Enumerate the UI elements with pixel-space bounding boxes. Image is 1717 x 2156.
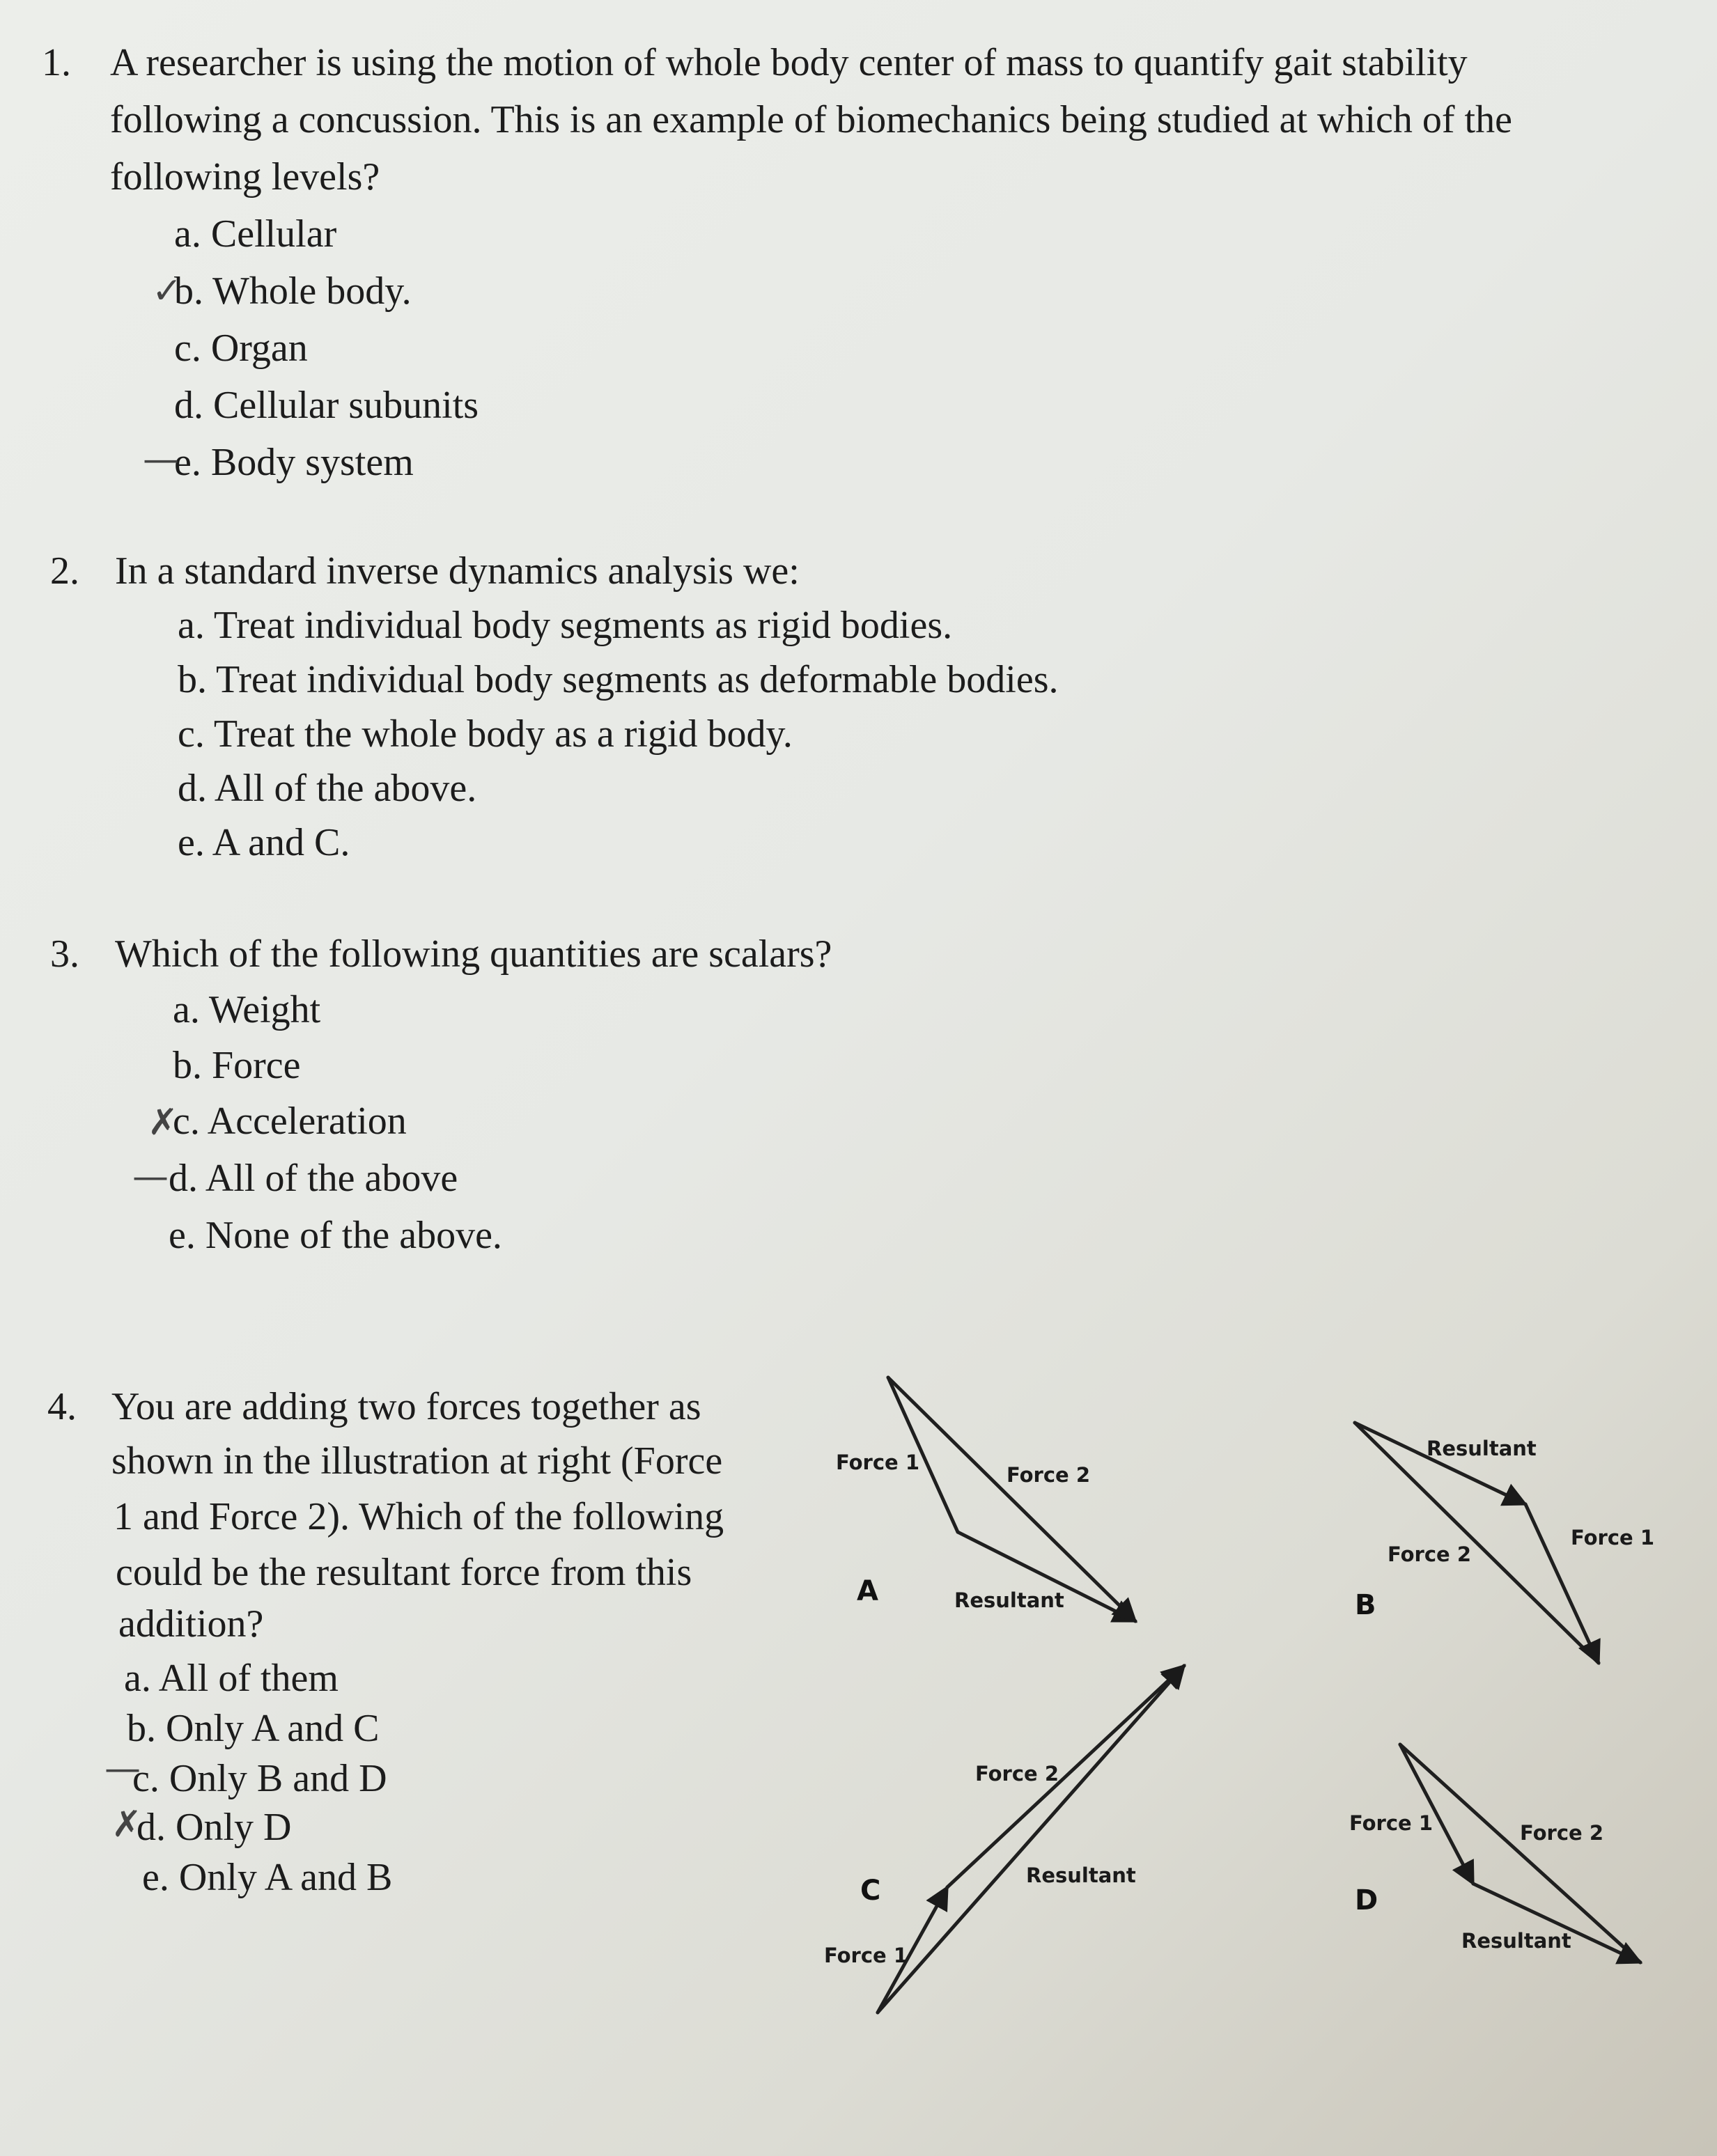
handwritten-tick-mark: ✓ bbox=[152, 270, 182, 312]
option-b[interactable]: b. Only A and C bbox=[127, 1707, 380, 1750]
diagram-d-resultant-label: Resultant bbox=[1461, 1929, 1571, 1953]
diagram-a-force1-label: Force 1 bbox=[836, 1451, 919, 1474]
question-stem: In a standard inverse dynamics analysis we: bbox=[115, 549, 800, 593]
question-stem: Which of the following quantities are scalars? bbox=[115, 932, 832, 976]
option-e[interactable]: e. Only A and B bbox=[142, 1856, 393, 1899]
diagram-b-resultant-label: Resultant bbox=[1427, 1437, 1537, 1460]
handwritten-dash-mark: — bbox=[143, 439, 179, 481]
diagram-a-resultant-label: Resultant bbox=[954, 1588, 1064, 1612]
option-c[interactable]: c. Only B and D bbox=[132, 1757, 387, 1800]
question-number: 2. bbox=[50, 549, 79, 593]
diagram-d-force1-label: Force 1 bbox=[1349, 1811, 1433, 1835]
option-b[interactable]: b. Whole body. bbox=[174, 270, 412, 313]
option-c[interactable]: c. Treat the whole body as a rigid body. bbox=[178, 712, 793, 756]
diagram-d-letter: D bbox=[1355, 1884, 1378, 1916]
stem-line: 1 and Force 2). Which of the following bbox=[114, 1495, 724, 1538]
option-d[interactable]: d. All of the above. bbox=[178, 767, 477, 810]
handwritten-cross-mark: ✗ bbox=[148, 1102, 178, 1143]
option-a[interactable]: a. All of them bbox=[124, 1657, 339, 1700]
diagram-b-force2-label: Force 2 bbox=[1388, 1542, 1471, 1566]
option-c[interactable]: c. Acceleration bbox=[173, 1100, 407, 1143]
option-e[interactable]: e. A and C. bbox=[178, 821, 350, 864]
option-e[interactable]: e. Body system bbox=[174, 441, 414, 484]
handwritten-dash-mark: — bbox=[104, 1748, 141, 1790]
diagram-c-letter: C bbox=[860, 1875, 881, 1907]
diagram-b-resultant-vector bbox=[1355, 1423, 1525, 1504]
option-e[interactable]: e. None of the above. bbox=[169, 1214, 502, 1257]
question-number: 4. bbox=[47, 1385, 77, 1428]
diagram-d-force2-label: Force 2 bbox=[1520, 1821, 1603, 1845]
diagram-a-force2-label: Force 2 bbox=[1007, 1463, 1090, 1487]
stem-line: following levels? bbox=[110, 155, 380, 198]
option-c[interactable]: c. Organ bbox=[174, 327, 308, 370]
option-b[interactable]: b. Force bbox=[173, 1044, 301, 1087]
question-number: 1. bbox=[42, 41, 71, 84]
handwritten-cross-mark: ✗ bbox=[111, 1804, 142, 1845]
diagram-a-letter: A bbox=[857, 1575, 878, 1607]
option-b[interactable]: b. Treat individual body segments as deformable bodies. bbox=[178, 658, 1059, 701]
diagram-b-force1-label: Force 1 bbox=[1571, 1526, 1654, 1549]
stem-line: following a concussion. This is an example of biomechanics being studied at which of the bbox=[110, 98, 1512, 141]
stem-line: shown in the illustration at right (Force bbox=[111, 1439, 723, 1483]
option-d[interactable]: d. Cellular subunits bbox=[174, 384, 479, 427]
diagram-c-resultant-vector bbox=[878, 1666, 1184, 2013]
option-d[interactable]: d. All of the above bbox=[169, 1157, 458, 1200]
option-d[interactable]: d. Only D bbox=[137, 1806, 292, 1849]
option-a[interactable]: a. Cellular bbox=[174, 212, 337, 256]
diagram-c bbox=[878, 1666, 1184, 2013]
option-a[interactable]: a. Weight bbox=[173, 988, 321, 1031]
stem-line: could be the resultant force from this bbox=[116, 1551, 692, 1594]
question-number: 3. bbox=[50, 932, 79, 976]
diagram-b-letter: B bbox=[1355, 1589, 1376, 1621]
diagram-c-resultant-label: Resultant bbox=[1026, 1864, 1136, 1887]
stem-line: A researcher is using the motion of whole body center of mass to quantify gait stability bbox=[110, 41, 1468, 84]
diagram-c-force2-label: Force 2 bbox=[975, 1762, 1059, 1786]
stem-line: You are adding two forces together as bbox=[111, 1385, 701, 1428]
diagram-a-resultant-vector bbox=[888, 1377, 1135, 1621]
diagram-a bbox=[888, 1377, 1135, 1621]
option-a[interactable]: a. Treat individual body segments as rigid bodies. bbox=[178, 604, 953, 647]
diagram-c-force1-label: Force 1 bbox=[824, 1944, 908, 1967]
stem-line: addition? bbox=[118, 1602, 264, 1646]
handwritten-dash-mark: — bbox=[132, 1156, 169, 1198]
